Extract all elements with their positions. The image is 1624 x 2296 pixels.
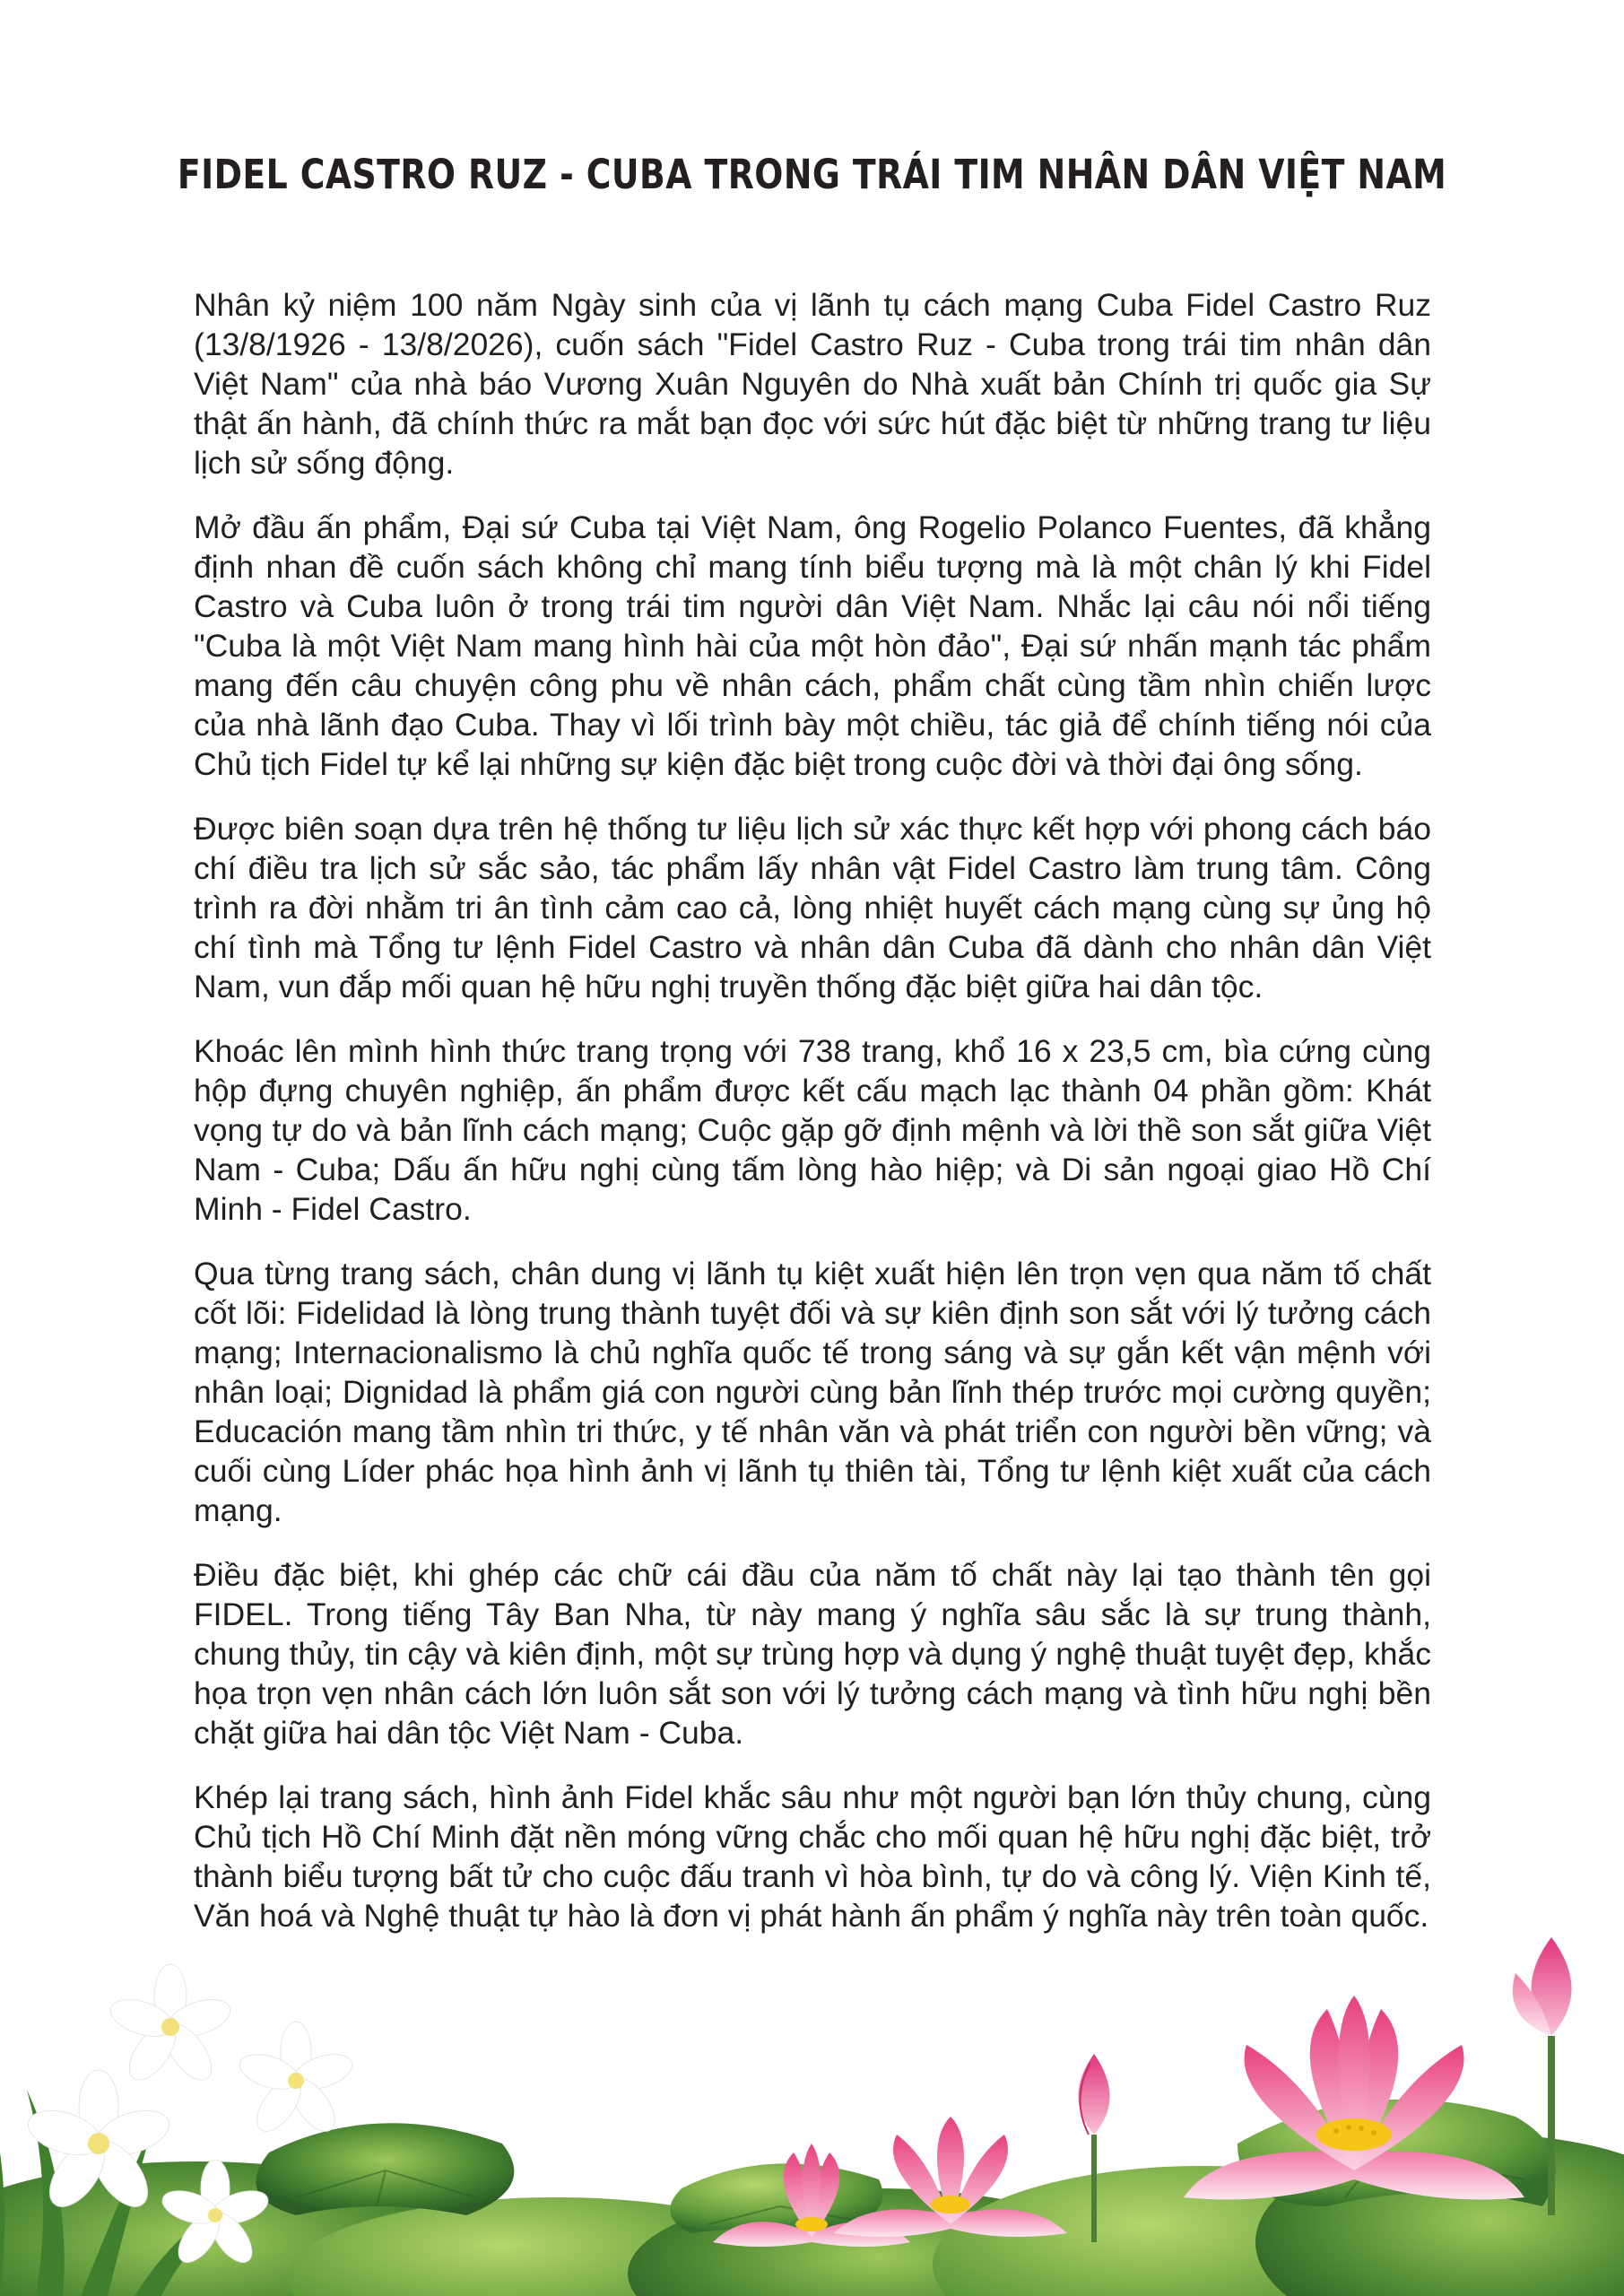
lotus-frangipani-illustration	[0, 1919, 1624, 2296]
document-title: FIDEL CASTRO RUZ - CUBA TRONG TRÁI TIM NHÂN DÂN VIỆT NAM	[177, 151, 1447, 198]
document-body	[194, 285, 1431, 1961]
paragraph-7: Khép lại trang sách, hình ảnh Fidel khắc sâu như một người bạn lớn thủy chung, cùng Chủ tịch Hồ Chí Minh đặt nền móng vững chắc cho mối quan hệ hữu nghị đặc biệt, trở thành biểu tượng bất tử cho cuộc đấu tranh vì hòa bình, tự do và công lý. Viện Kinh tế, Văn hoá và Nghệ thuật tự hào là đơn vị phát hành ấn phẩm ý nghĩa này trên toàn quốc.	[194, 1779, 1431, 1934]
paragraph-6: Điều đặc biệt, khi ghép các chữ cái đầu của năm tố chất này lại tạo thành tên gọi FIDEL. Trong tiếng Tây Ban Nha, từ này mang ý nghĩa sâu sắc là sự trung thành, chung thủy, tin cậy và kiên định, một sự trùng hợp và dụng ý nghệ thuật tuyệt đẹp, khắc họa trọn vẹn nhân cách lớn luôn sắt son với lý tưởng cách mạng và tình hữu nghị bền chặt giữa hai dân tộc Việt Nam - Cuba.	[194, 1557, 1431, 1751]
paragraph-4: Khoác lên mình hình thức trang trọng với 738 trang, khổ 16 x 23,5 cm, bìa cứng cùng hộp đựng chuyên nghiệp, ấn phẩm được kết cấu mạch lạc thành 04 phần gồm: Khát vọng tự do và bản lĩnh cách mạng; Cuộc gặp gỡ định mệnh và lời thề son sắt giữa Việt Nam - Cuba; Dấu ấn hữu nghị cùng tấm lòng hào hiệp; và Di sản ngoại giao Hồ Chí Minh - Fidel Castro.	[194, 1033, 1431, 1227]
paragraph-1: Nhân kỷ niệm 100 năm Ngày sinh của vị lãnh tụ cách mạng Cuba Fidel Castro Ruz (13/8/1926 - 13/8/2026), cuốn sách "Fidel Castro Ruz - Cuba trong trái tim nhân dân Việt Nam" của nhà báo Vương Xuân Nguyên do Nhà xuất bản Chính trị quốc gia Sự thật ấn hành, đã chính thức ra mắt bạn đọc với sức hút đặc biệt từ những trang tư liệu lịch sử sống động.	[194, 287, 1431, 481]
paragraph-5: Qua từng trang sách, chân dung vị lãnh tụ kiệt xuất hiện lên trọn vẹn qua năm tố chất cốt lõi: Fidelidad là lòng trung thành tuyệt đối và sự kiên định son sắt với lý tưởng cách mạng; Internacionalismo là chủ nghĩa quốc tế trong sáng và sự gắn kết vận mệnh với nhân loại; Dignidad là phẩm giá con người cùng bản lĩnh thép trước mọi cường quyền; Educación mang tầm nhìn tri thức, y tế nhân văn và phát triển con người bền vững; và cuối cùng Líder phác họa hình ảnh vị lãnh tụ thiên tài, Tổng tư lệnh kiệt xuất của cách mạng.	[194, 1256, 1431, 1528]
paragraph-3: Được biên soạn dựa trên hệ thống tư liệu lịch sử xác thực kết hợp với phong cách báo chí điều tra lịch sử sắc sảo, tác phẩm lấy nhân vật Fidel Castro làm trung tâm. Công trình ra đời nhằm tri ân tình cảm cao cả, lòng nhiệt huyết cách mạng cùng sự ủng hộ chí tình mà Tổng tư lệnh Fidel Castro và nhân dân Cuba đã dành cho nhân dân Việt Nam, vun đắp mối quan hệ hữu nghị truyền thống đặc biệt giữa hai dân tộc.	[194, 811, 1431, 1004]
paragraph-2: Mở đầu ấn phẩm, Đại sứ Cuba tại Việt Nam, ông Rogelio Polanco Fuentes, đã khẳng định nhan đề cuốn sách không chỉ mang tính biểu tượng mà là một chân lý khi Fidel Castro và Cuba luôn ở trong trái tim người dân Việt Nam. Nhắc lại câu nói nổi tiếng "Cuba là một Việt Nam mang hình hài của một hòn đảo", Đại sứ nhấn mạnh tác phẩm mang đến câu chuyện công phu về nhân cách, phẩm chất cùng tầm nhìn chiến lược của nhà lãnh đạo Cuba. Thay vì lối trình bày một chiều, tác giả để chính tiếng nói của Chủ tịch Fidel tự kể lại những sự kiện đặc biệt trong cuộc đời và thời đại ông sống.	[194, 509, 1431, 782]
